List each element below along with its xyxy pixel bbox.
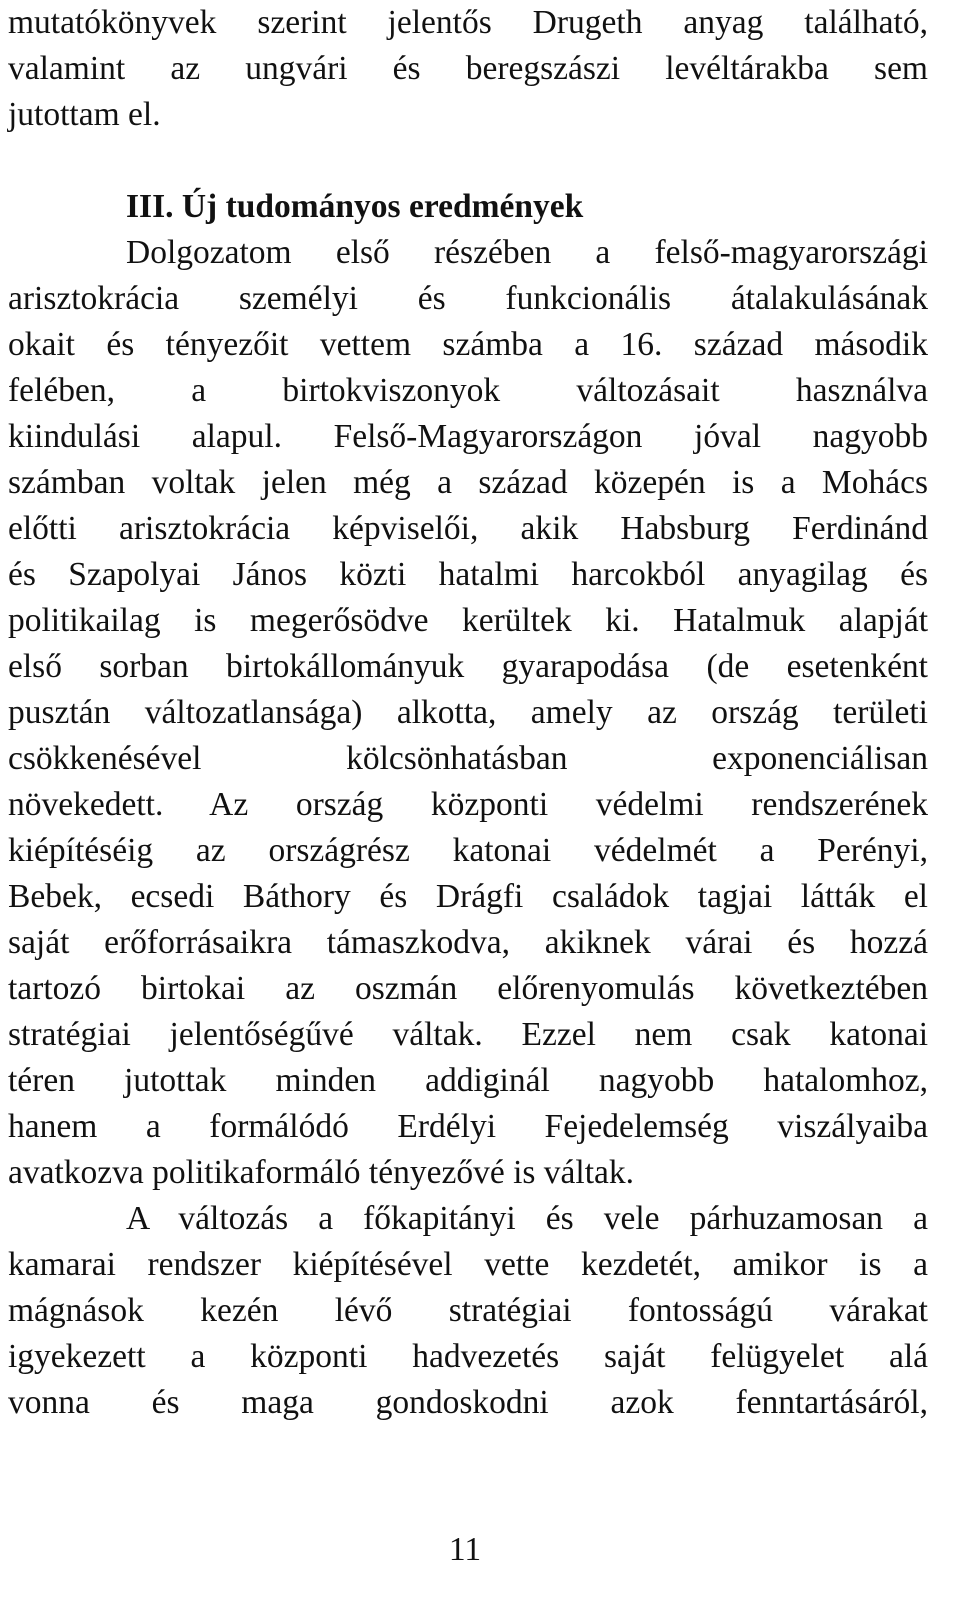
text-line: avatkozva politikaformáló tényezővé is váltak. [8, 1154, 635, 1191]
text-line: arisztokrácia személyi és funkcionális átalakulásának [8, 280, 928, 317]
section-heading: III. Új tudományos eredmények [126, 188, 584, 225]
text-line: mágnások kezén lévő stratégiai fontosságú várakat [8, 1292, 928, 1329]
text-line: növekedett. Az ország központi védelmi rendszerének [8, 786, 928, 823]
paragraph-1 [8, 230, 928, 1196]
text-line: politikailag is megerősödve kerültek ki. Hatalmuk alapját [8, 602, 928, 639]
text-line: Bebek, ecsedi Báthory és Drágfi családok tagjai látták el [8, 878, 928, 915]
text-line: első sorban birtokállományuk gyarapodása (de esetenként [8, 648, 928, 685]
text-line: igyekezett a központi hadvezetés saját felügyelet alá [8, 1338, 928, 1375]
text-line: számban voltak jelen még a század közepén is a Mohács [8, 464, 928, 501]
text-line: csökkenésével kölcsönhatásban exponenciálisan [8, 740, 928, 777]
text-line: felében, a birtokviszonyok változásait használva [8, 372, 928, 409]
text-line: okait és tényezőit vettem számba a 16. század második [8, 326, 928, 363]
text-line: kamarai rendszer kiépítésével vette kezdetét, amikor is a [8, 1246, 928, 1283]
paragraph-2 [8, 1196, 928, 1426]
text-line: saját erőforrásaikra támaszkodva, akiknek várai és hozzá [8, 924, 928, 961]
text-line: téren jutottak minden addiginál nagyobb hatalomhoz, [8, 1062, 928, 1099]
document-page [8, 0, 928, 1426]
text-line: Dolgozatom első részében a felső-magyarországi [126, 234, 928, 271]
intro-text [8, 0, 928, 138]
text-line: jutottam el. [8, 96, 161, 133]
text-line: vonna és maga gondoskodni azok fenntartásáról, [8, 1384, 928, 1421]
text-line: kiindulási alapul. Felső-Magyarországon jóval nagyobb [8, 418, 928, 455]
text-line: valamint az ungvári és beregszászi levéltárakba sem [8, 50, 928, 87]
text-line: előtti arisztokrácia képviselői, akik Habsburg Ferdinánd [8, 510, 928, 547]
text-line: A változás a főkapitányi és vele párhuzamosan a [126, 1200, 928, 1237]
text-line: pusztán változatlansága) alkotta, amely az ország területi [8, 694, 928, 731]
text-line: kiépítéséig az országrész katonai védelmét a Perényi, [8, 832, 928, 869]
text-line: és Szapolyai János közti hatalmi harcokból anyagilag és [8, 556, 928, 593]
paragraph-gap [8, 138, 928, 184]
text-line: mutatókönyvek szerint jelentős Drugeth anyag található, [8, 4, 928, 41]
page-number: 11 [448, 1531, 482, 1568]
text-line: hanem a formálódó Erdélyi Fejedelemség viszályaiba [8, 1108, 928, 1145]
text-line: tartozó birtokai az oszmán előrenyomulás következtében [8, 970, 928, 1007]
text-line: stratégiai jelentőségűvé váltak. Ezzel nem csak katonai [8, 1016, 928, 1053]
